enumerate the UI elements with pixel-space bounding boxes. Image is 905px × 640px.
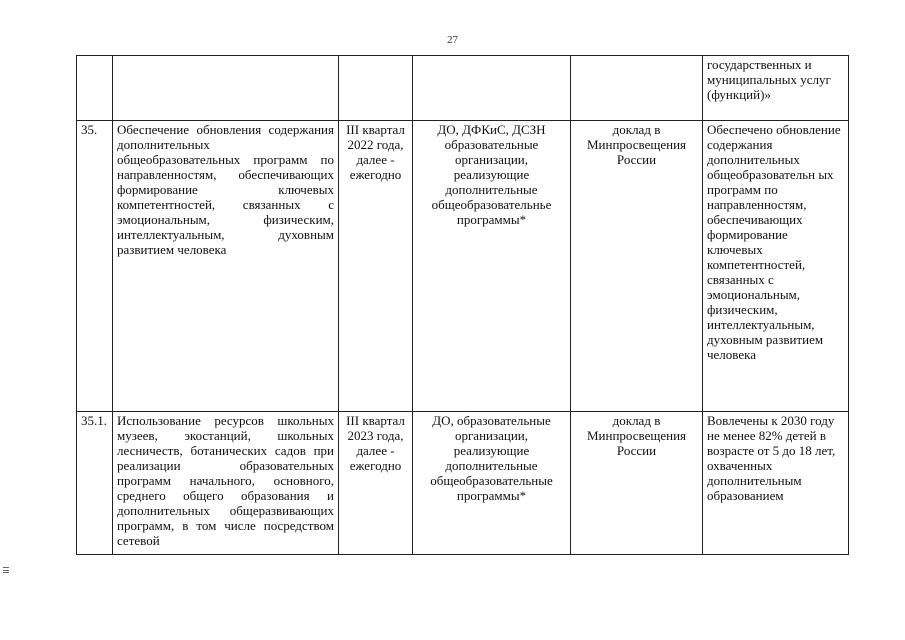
cell-num: [77, 56, 113, 121]
cell-report: доклад в Минпросвещения России: [571, 412, 703, 555]
page-number: 27: [447, 34, 458, 46]
cell-task: Использование ресурсов школьных музеев, экостанций, школьных лесничеств, ботанических садов при реализации образовательных программ начального, основного, среднего общего образования и дополнительных общеразвивающих программ, в том числе посредством сетевой: [113, 412, 339, 555]
cell-num: 35.: [77, 121, 113, 412]
cell-deadline: III квартал 2023 года, далее - ежегодно: [339, 412, 413, 555]
cell-task: Обеспечение обновления содержания дополнительных общеобразовательных программ по направленностям, обеспечивающих формирование ключевых компетентностей, связанных с эмоциональным, физическим, интеллектуальным, духовным развитием человека: [113, 121, 339, 412]
cell-report: [571, 56, 703, 121]
table-row-35: [77, 121, 849, 412]
cell-num: 35.1.: [77, 412, 113, 555]
cell-result: государственных и муниципальных услуг (функций)»: [703, 56, 849, 121]
cell-deadline: [339, 56, 413, 121]
cell-executors: ДО, образовательные организации, реализующие дополнительные общеобразовательные программы*: [413, 412, 571, 555]
cell-result: Вовлечены к 2030 году не менее 82% детей в возрасте от 5 до 18 лет, охваченных дополнительным образованием: [703, 412, 849, 555]
table-row-continued: [77, 56, 849, 121]
plan-table: [76, 55, 849, 555]
cell-task: [113, 56, 339, 121]
cell-report: доклад в Минпросвещения России: [571, 121, 703, 412]
table-row-35-1: [77, 412, 849, 555]
cell-executors: ДО, ДФКиС, ДСЗН образовательные организации, реализующие дополнительные общеобразовательнье программы*: [413, 121, 571, 412]
cell-deadline: III квартал 2022 года, далее - ежегодно: [339, 121, 413, 412]
cell-result: Обеспечено обновление содержания дополнительных общеобразовательн ых программ по направленностям, обеспечивающих формирование ключевых компетентностей, связанных с эмоциональным, физическим, интеллектуальным, духовным развитием человека: [703, 121, 849, 412]
margin-scan-mark: [3, 567, 9, 571]
cell-executors: [413, 56, 571, 121]
